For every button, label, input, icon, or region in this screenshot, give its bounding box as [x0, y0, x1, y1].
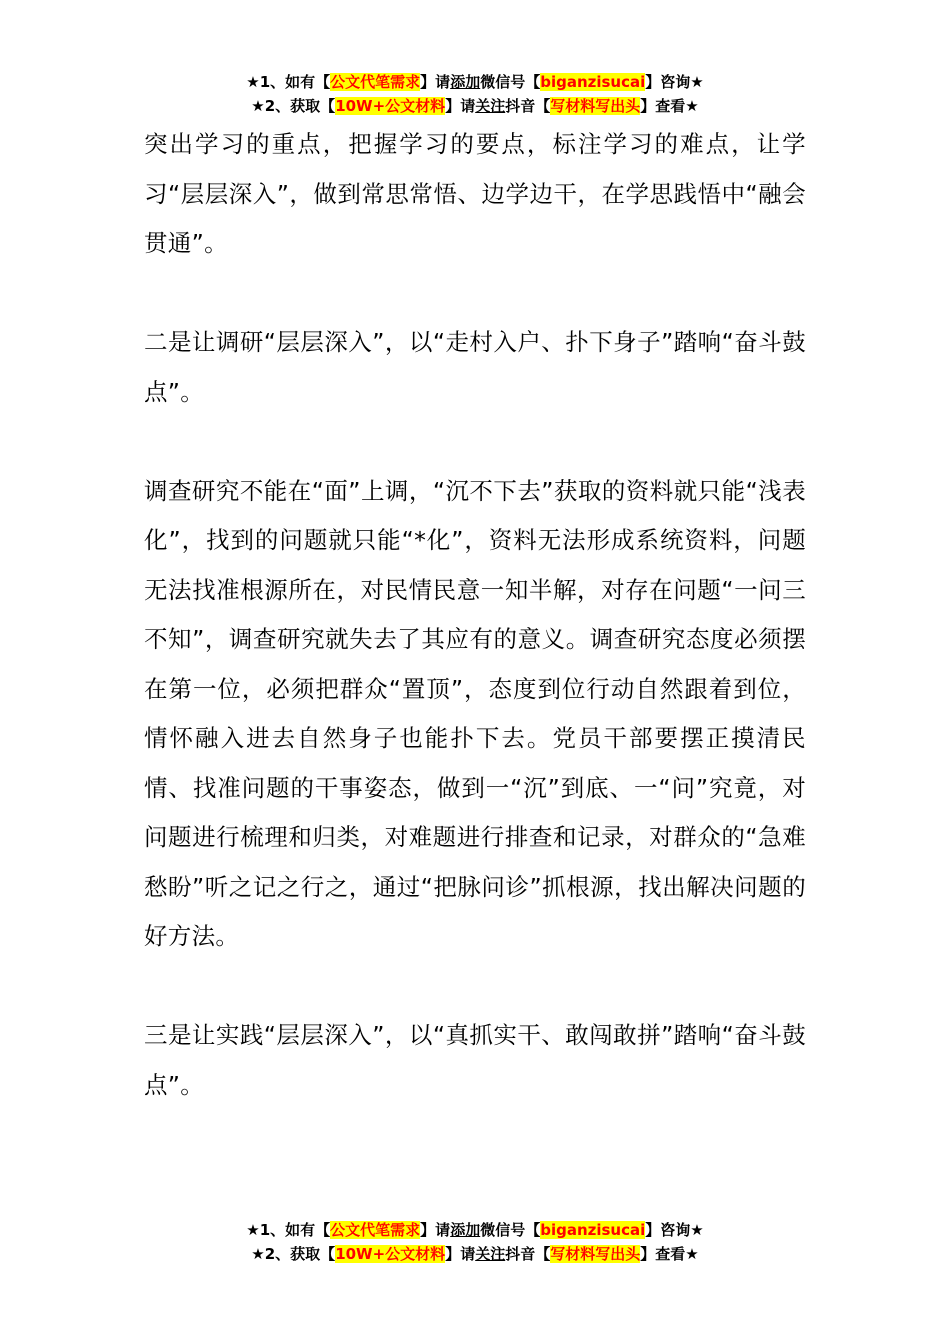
banner-text: 】咨询★: [645, 73, 704, 91]
banner-text: ★1、如有【: [246, 73, 331, 91]
banner-text: ★2、获取【: [251, 97, 336, 115]
banner-underlined: 关注: [475, 97, 506, 115]
footer-banner: [0, 1218, 950, 1266]
banner-text: 】请: [420, 1221, 451, 1239]
banner-highlight: biganzisucai: [540, 1221, 646, 1239]
header-banner: [0, 70, 950, 118]
banner-line-2: [0, 1242, 950, 1266]
banner-line-1: [0, 1218, 950, 1242]
banner-text: 】查看★: [640, 97, 699, 115]
banner-highlight: 写材料写出头: [550, 1245, 641, 1263]
banner-highlight: 公文代笔需求: [330, 1221, 421, 1239]
banner-underlined: 添加: [450, 73, 481, 91]
paragraph-heading: 三是让实践“层层深入”，以“真抓实干、敢闯敢拼”踏响“奋斗鼓点”。: [144, 1021, 806, 1099]
banner-text: 】查看★: [640, 1245, 699, 1263]
banner-highlight: biganzisucai: [540, 73, 646, 91]
banner-text: ★1、如有【: [246, 1221, 331, 1239]
banner-text: 微信号【: [480, 1221, 541, 1239]
banner-line-2: [0, 94, 950, 118]
banner-text: 抖音【: [505, 97, 551, 115]
banner-text: 微信号【: [480, 73, 541, 91]
banner-text: 】请: [445, 1245, 476, 1263]
banner-highlight: 写材料写出头: [550, 97, 641, 115]
banner-text: 抖音【: [505, 1245, 551, 1263]
banner-text: 】请: [420, 73, 451, 91]
banner-line-1: [0, 70, 950, 94]
paragraph: 调查研究不能在“面”上调，“沉不下去”获取的资料就只能“浅表化”，找到的问题就只能“*化”，资料无法形成系统资料，问题无法找准根源所在，对民情民意一知半解，对存在问题“一问三不知”，调查研究就失去了其应有的意义。调查研究态度必须摆在第一位，必须把群众“置顶”，态度到位行动自然跟着到位，情怀融入进去自然身子也能扑下去。党员干部要摆正摸清民情、找准问题的干事姿态，做到一“沉”到底、一“问”究竟，对问题进行梳理和归类，对难题进行排查和记录，对群众的“急难愁盼”听之记之行之，通过“把脉问诊”抓根源，找出解决问题的好方法。: [144, 476, 806, 950]
banner-underlined: 添加: [450, 1221, 481, 1239]
banner-text: ★2、获取【: [251, 1245, 336, 1263]
banner-highlight: 10W+公文材料: [335, 97, 446, 115]
banner-text: 】请: [445, 97, 476, 115]
banner-highlight: 10W+公文材料: [335, 1245, 446, 1263]
document-body: [144, 120, 806, 1110]
banner-underlined: 关注: [475, 1245, 506, 1263]
banner-text: 】咨询★: [645, 1221, 704, 1239]
banner-highlight: 公文代笔需求: [330, 73, 421, 91]
paragraph: 突出学习的重点，把握学习的要点，标注学习的难点，让学习“层层深入”，做到常思常悟、边学边干，在学思践悟中“融会贯通”。: [144, 130, 806, 257]
paragraph-heading: 二是让调研“层层深入”，以“走村入户、扑下身子”踏响“奋斗鼓点”。: [144, 328, 806, 406]
